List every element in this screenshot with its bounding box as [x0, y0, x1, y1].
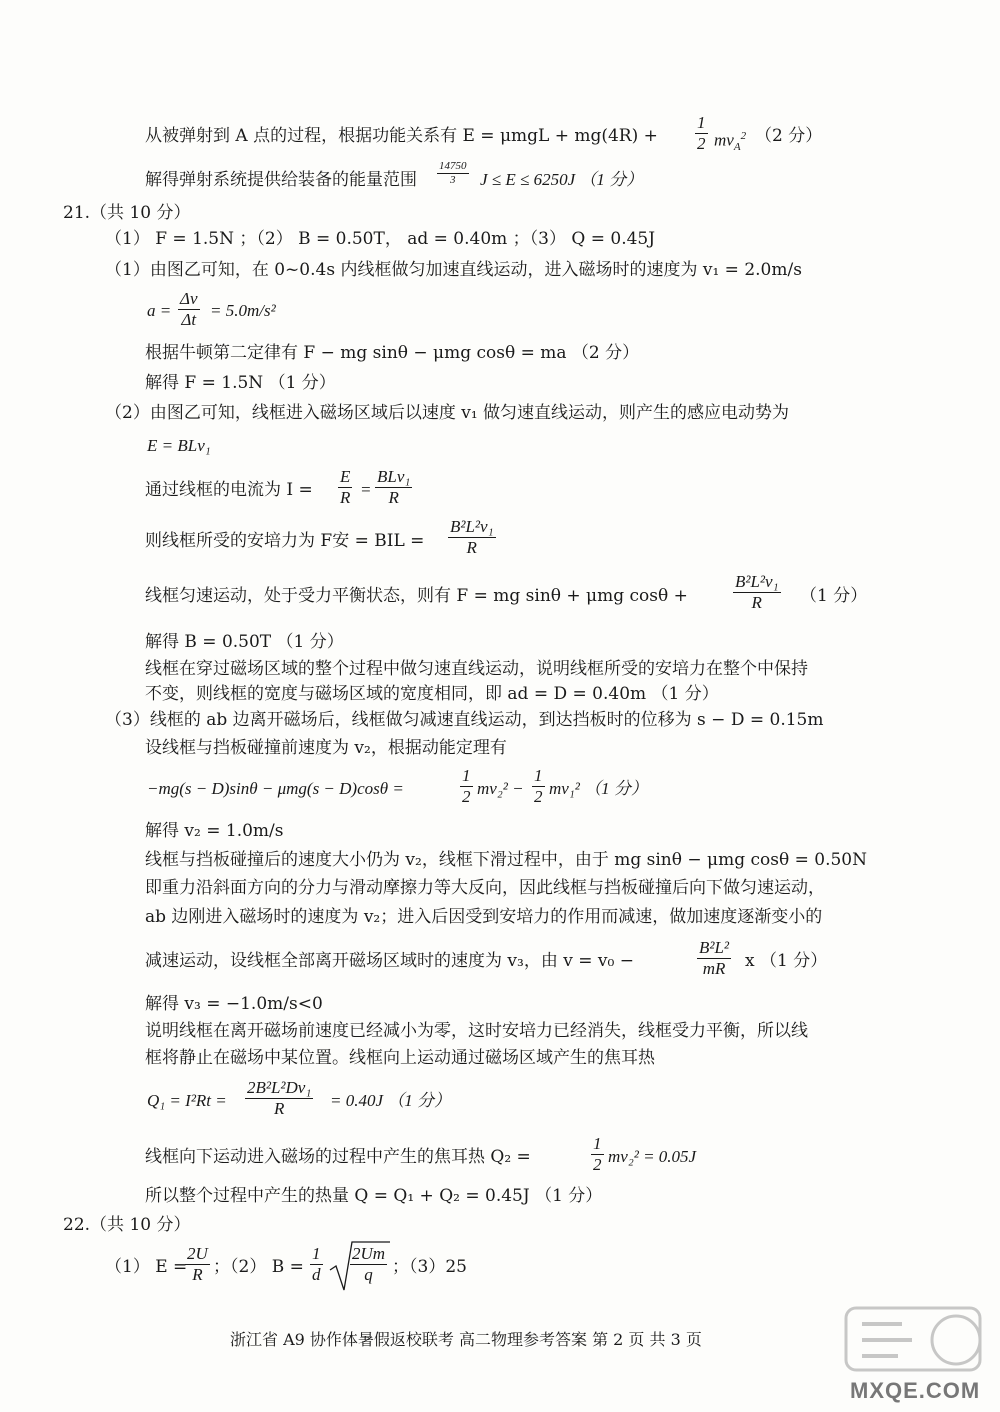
after-1: 线框与挡板碰撞后的速度大小仍为 v₂，线框下滑过程中，由于 mg sinθ − μmg cosθ = 0.50N: [145, 850, 867, 870]
current-frac1: $\frac{E}{R}$: [340, 467, 351, 507]
accel-left: a =: [147, 301, 172, 320]
set-v2: 设线框与挡板碰撞前速度为 v₂，根据动能定理有: [145, 738, 507, 758]
q21-part3: （3）线框的 ab 边离开磁场后，线框做匀减速直线运动，到达挡板时的位移为 s − D = 0.15m: [105, 710, 824, 730]
half-fraction: $\frac{1}{2}$: [697, 113, 706, 153]
q22-header: 22.（共 10 分）: [63, 1215, 191, 1235]
q21-part2: （2）由图乙可知，线框进入磁场区域后以速度 v₁ 做匀速直线运动，则产生的感应电动势为: [105, 403, 790, 423]
q21-part1: （1）由图乙可知，在 0~0.4s 内线框做匀加速直线运动，进入磁场时的速度为 v₁ = 2.0m/s: [105, 260, 802, 280]
q22-b-frac: $\frac{1}{d}$: [312, 1244, 321, 1284]
energy-left: −mg(s − D)sinθ − μmg(s − D)cosθ =: [147, 779, 404, 798]
solve-v3: 解得 v₃ = −1.0m/s<0: [145, 994, 323, 1014]
page-footer: 浙江省 A9 协作体暑假返校联考 高二物理参考答案 第 2 页 共 3 页: [230, 1330, 702, 1349]
newton-law: 根据牛顿第二定律有 F − mg sinθ − μmg cosθ = ma （2 分）: [145, 343, 640, 363]
solve-v2: 解得 v₂ = 1.0m/s: [145, 821, 284, 841]
q21-header: 21.（共 10 分）: [63, 203, 191, 223]
q2-right: mv₂² = 0.05J: [608, 1147, 697, 1166]
energy-right: mv₁² （1 分）: [549, 779, 648, 798]
q22-part-b: ；（2） B =: [213, 1257, 304, 1277]
mv-term: $mv_A^2$: [714, 130, 747, 154]
after-4-right: x （1 分）: [745, 951, 828, 971]
energy-range-ineq: J ≤ E ≤ 6250J （1 分）: [480, 170, 644, 189]
q22-part-c: ；（3）25: [392, 1257, 467, 1277]
eq-sign: =: [360, 480, 372, 499]
watermark-text: MXQE.COM: [850, 1378, 981, 1403]
explain-1: 说明线框在离开磁场前速度已经减小为零，这时安培力已经消失，线框受力平衡，所以线: [145, 1021, 808, 1041]
energy-frac2: $\frac{1}{2}$: [534, 766, 543, 806]
solve-F: 解得 F = 1.5N （1 分）: [145, 373, 336, 393]
q22-e-frac: $\frac{2U}{R}$: [187, 1244, 208, 1284]
ampere-left: 则线框所受的安培力为 F安 = BIL =: [145, 531, 425, 551]
q2-frac: $\frac{1}{2}$: [593, 1134, 602, 1174]
current-frac2: BLv₁ R: [377, 467, 411, 507]
q22-sqrt-frac: $\frac{2Um}{q}$: [352, 1244, 386, 1284]
balance-left: 线框匀速运动，处于受力平衡状态，则有 F = mg sinθ + μmg cosθ +: [145, 586, 688, 606]
uniform-2: 不变，则线框的宽度与磁场区域的宽度相同，即 ad = D = 0.40m （1 分）: [145, 684, 719, 704]
q2-left: 线框向下运动进入磁场的过程中产生的焦耳热 Q₂ =: [145, 1147, 531, 1167]
after-2: 即重力沿斜面方向的分力与滑动摩擦力等大反向，因此线框与挡板碰撞后向下做匀速运动，: [145, 878, 825, 898]
energy-relation-text: 从被弹射到 A 点的过程，根据功能关系有 E = μmgL + mg(4R) +: [145, 126, 658, 146]
accel-right: = 5.0m/s²: [210, 301, 276, 320]
range-fraction: $\frac{14750}{3}$: [439, 160, 467, 186]
balance-frac: $\frac{\text{B²L²v₁}}{R}$: [735, 572, 779, 612]
q1-left: Q₁ = I²Rt =: [147, 1091, 227, 1110]
energy-frac1: $\frac{1}{2}$: [462, 766, 471, 806]
q1-frac: $\frac{\text{2B²L²Dv₁}}{R}$: [247, 1078, 312, 1118]
after-4-left: 减速运动，设线框全部离开磁场区域时的速度为 v₃，由 v = v₀ −: [145, 951, 634, 971]
after-4-frac: $\frac{\text{B²L²}}{mR}$: [699, 938, 730, 978]
accel-fraction: $\frac{\Delta v}{\Delta t}$: [180, 289, 198, 329]
explain-2: 框将静止在磁场中某位置。线框向上运动通过磁场区域产生的焦耳热: [145, 1048, 655, 1068]
energy-mid: mv₂² −: [477, 779, 524, 798]
emf-eq: E = BLv₁: [147, 436, 211, 455]
after-3: ab 边刚进入磁场时的速度为 v₂；进入后因受到安培力的作用而减速，做加速度逐渐变小的: [145, 907, 823, 927]
solve-B: 解得 B = 0.50T （1 分）: [145, 632, 344, 652]
balance-score: （1 分）: [800, 586, 868, 606]
ampere-frac: $\frac{\text{B²L²v₁}}{R}$: [450, 517, 494, 557]
q21-answers: （1） F = 1.5N ；（2） B = 0.50T， ad = 0.40m ；（3） Q = 0.45J: [105, 229, 656, 249]
q22-part-a: （1） E =: [105, 1257, 188, 1277]
current-left: 通过线框的电流为 I =: [145, 480, 313, 500]
q1-right: = 0.40J （1 分）: [330, 1091, 452, 1110]
score-2: （2 分）: [755, 126, 823, 146]
total-heat: 所以整个过程中产生的热量 Q = Q₁ + Q₂ = 0.45J （1 分）: [145, 1186, 603, 1206]
energy-relation-line: [145, 125, 658, 147]
energy-range-line: 解得弹射系统提供给装备的能量范围: [145, 170, 417, 190]
uniform-1: 线框在穿过磁场区域的整个过程中做匀速直线运动，说明线框所受的安培力在整个中保持: [145, 659, 808, 679]
